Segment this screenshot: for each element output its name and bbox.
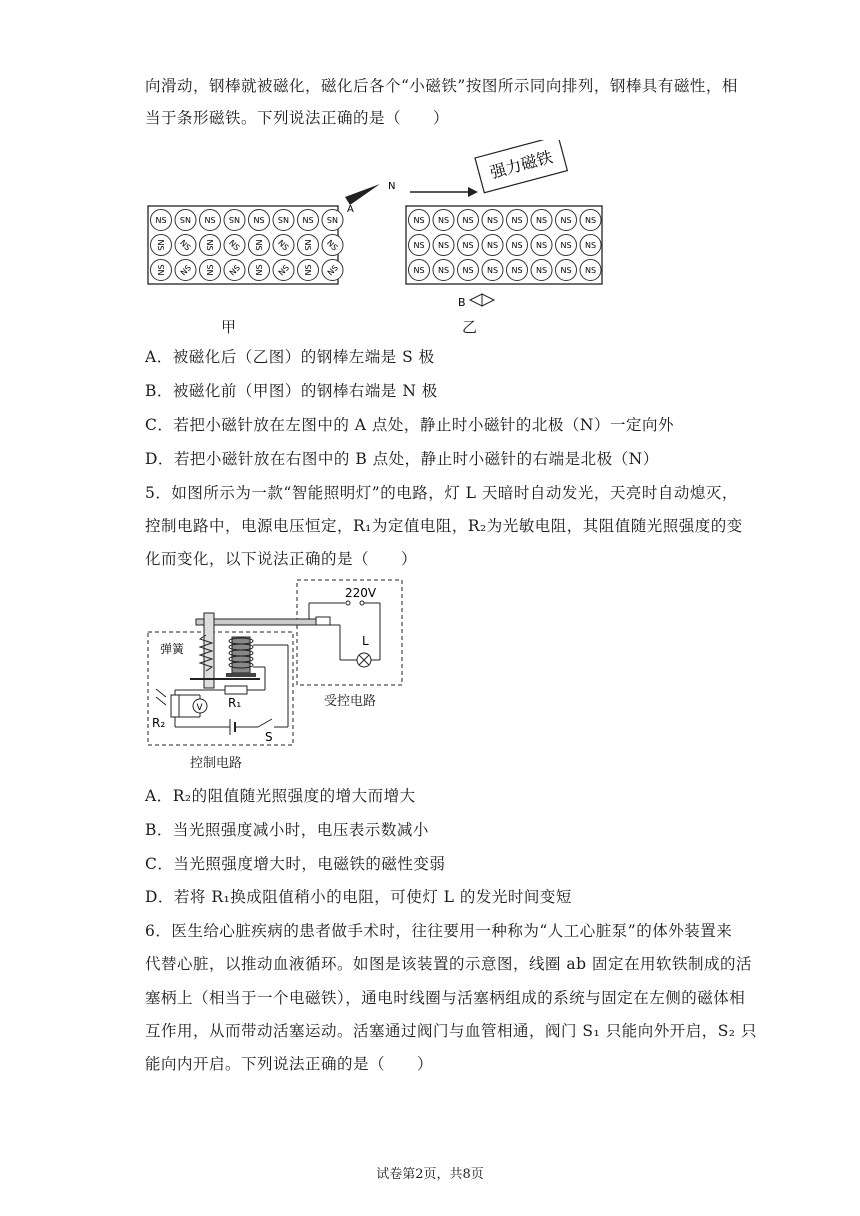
- domain-pole-label: NS: [179, 215, 192, 224]
- domain-pole-label: NS: [486, 241, 499, 250]
- domain-pole-label: NS: [276, 238, 291, 253]
- question-5: 5．如图所示为一款“智能照明灯”的电路，灯 L 天暗时自动发光，天亮时自动熄灭，: [145, 484, 738, 502]
- needle-n-label: N: [388, 181, 396, 192]
- domain-pole-label: NS: [157, 264, 166, 276]
- domain-pole-label: NS: [535, 241, 548, 250]
- domain-pole-label: NS: [584, 241, 597, 250]
- domain-pole-label: NS: [326, 215, 339, 224]
- option-a: A．被磁化后（乙图）的钢棒左端是 S 极: [145, 348, 435, 366]
- domain-pole-label: NS: [255, 264, 264, 276]
- domain-pole-label: NS: [178, 263, 193, 278]
- lamp-label: L: [362, 634, 369, 648]
- text-line: 代替心脏，以推动血液循环。如图是该装置的示意图，线圈 ab 固定在用软铁制成的活: [145, 955, 753, 973]
- domain-pole-label: NS: [511, 216, 523, 225]
- domain-pole-label: NS: [303, 239, 312, 251]
- domain-pole-label: NS: [584, 216, 597, 225]
- voltmeter-label: V: [196, 703, 203, 713]
- domain-pole-label: NS: [511, 266, 523, 275]
- domain-pole-label: NS: [254, 239, 263, 251]
- domain-pole-label: NS: [206, 264, 215, 276]
- domain-pole-label: NS: [560, 241, 572, 250]
- controlled-circuit-label: 受控电路: [324, 694, 377, 709]
- option-a: A．R₂的阻值随光照强度的增大而增大: [145, 787, 416, 805]
- domain-pole-label: NS: [155, 216, 167, 225]
- domain-pole-label: NS: [413, 216, 425, 225]
- option-b: B．被磁化前（甲图）的钢棒右端是 N 极: [145, 382, 438, 400]
- domain-pole-label: NS: [462, 216, 474, 225]
- domain-pole-label: NS: [253, 216, 265, 225]
- domain-pole-label: NS: [302, 216, 314, 225]
- domain-pole-label: NS: [535, 216, 548, 225]
- domain-pole-label: NS: [277, 215, 290, 224]
- question-6: 6．医生给心脏疾病的患者做手术时，往往要用一种称为“人工心脏泵”的体外装置来: [145, 922, 733, 940]
- domain-pole-label: NS: [511, 241, 523, 250]
- strong-magnet-label: 强力磁铁: [487, 147, 555, 183]
- domain-pole-label: NS: [560, 266, 572, 275]
- domain-pole-label: NS: [413, 241, 425, 250]
- domain-pole-label: NS: [325, 238, 340, 253]
- r1-label: R₁: [228, 696, 242, 710]
- domain-pole-label: NS: [413, 266, 425, 275]
- domain-pole-label: NS: [228, 215, 241, 224]
- domain-pole-label: NS: [276, 263, 291, 278]
- domain-pole-label: NS: [227, 238, 242, 253]
- domain-pole-label: NS: [178, 238, 193, 253]
- option-c: C．若把小磁针放在左图中的 A 点处，静止时小磁针的北极（N）一定向外: [145, 416, 674, 434]
- domain-pole-label: NS: [304, 264, 313, 276]
- domain-pole-label: NS: [437, 266, 450, 275]
- text-line: 控制电路中，电源电压恒定，R₁为定值电阻，R₂为光敏电阻，其阻值随光照强度的变: [145, 517, 743, 535]
- domain-pole-label: NS: [535, 266, 548, 275]
- domain-pole-label: NS: [486, 216, 499, 225]
- text-line: 能向内开启。下列说法正确的是（ ）: [145, 1055, 434, 1073]
- page-footer: 试卷第2页，共8页: [376, 1167, 484, 1182]
- r2-label: R₂: [152, 716, 166, 730]
- figure-magnetization: [140, 140, 620, 340]
- domain-pole-label: NS: [325, 263, 340, 278]
- domain-pole-label: NS: [462, 266, 474, 275]
- domain-pole-label: NS: [437, 216, 450, 225]
- domain-pole-label: NS: [584, 266, 597, 275]
- domain-pole-label: NS: [204, 216, 216, 225]
- option-d: D．若将 R₁换成阻值稍小的电阻，可使灯 L 的发光时间变短: [145, 888, 572, 906]
- control-circuit-label: 控制电路: [190, 756, 243, 771]
- option-d: D．若把小磁针放在右图中的 B 点处，静止时小磁针的右端是北极（N）: [145, 450, 659, 468]
- label-jia: 甲: [221, 318, 237, 336]
- switch-label: S: [265, 730, 273, 744]
- spring-label: 弹簧: [160, 642, 185, 656]
- point-a-label: A: [347, 204, 354, 215]
- domain-pole-label: NS: [462, 241, 474, 250]
- point-b-label: B: [458, 296, 466, 309]
- domain-pole-label: NS: [486, 266, 499, 275]
- text-line: 向滑动，钢棒就被磁化，磁化后各个“小磁铁”按图所示同向排列，钢棒具有磁性，相: [145, 77, 738, 95]
- option-b: B．当光照强度减小时，电压表示数减小: [145, 821, 429, 839]
- domain-pole-label: NS: [227, 263, 242, 278]
- text-line: 化而变化，以下说法正确的是（ ）: [145, 550, 418, 568]
- domain-pole-label: NS: [437, 241, 450, 250]
- option-c: C．当光照强度增大时，电磁铁的磁性变弱: [145, 855, 446, 873]
- label-yi: 乙: [462, 318, 478, 336]
- text-line: 塞柄上（相当于一个电磁铁），通电时线圈与活塞柄组成的系统与固定在左侧的磁体相: [145, 989, 746, 1007]
- text-line: 互作用，从而带动活塞运动。活塞通过阀门与血管相通，阀门 S₁ 只能向外开启，S₂ 只: [145, 1022, 757, 1040]
- figure-circuit: [140, 575, 410, 775]
- domain-pole-label: NS: [560, 216, 572, 225]
- text-line: 当于条形磁铁。下列说法正确的是（ ）: [145, 109, 450, 127]
- domain-pole-label: NS: [156, 239, 165, 251]
- domain-pole-label: NS: [205, 239, 214, 251]
- voltage-label: 220V: [345, 586, 377, 600]
